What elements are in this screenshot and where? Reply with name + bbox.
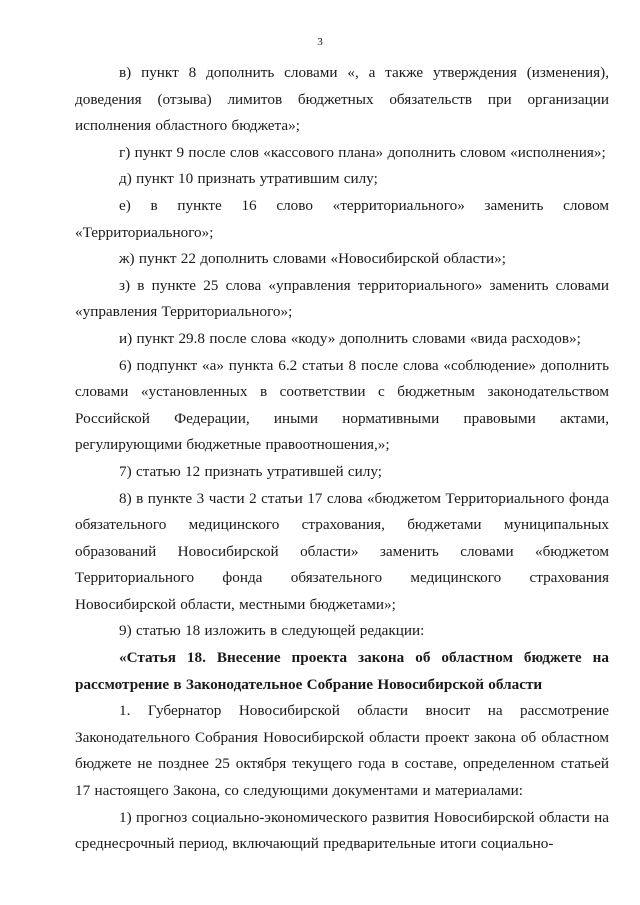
paragraph-item-e: е) в пункте 16 слово «территориального» заменить словом «Территориального»; (75, 196, 609, 241)
paragraph-item-6: 6) подпункт «а» пункта 6.2 статьи 8 после слова «соблюдение» дополнить словами «установленных в соответствии с бюджетным законодательством Российской Федерации, иными нормативными правовыми актами, регулирующими бюджетные правоотношения,»; (75, 356, 609, 454)
article-18-subclause-1: 1) прогноз социально-экономического развития Новосибирской области на среднесрочный период, включающий предварительные итоги социально- (75, 808, 609, 853)
paragraph-item-9: 9) статью 18 изложить в следующей редакции: (119, 622, 425, 640)
paragraph-item-g: г) пункт 9 после слов «кассового плана» дополнить словом «исполнения»; (119, 143, 606, 161)
paragraph-item-v: в) пункт 8 дополнить словами «, а также утверждения (изменения), доведения (отзыва) лимитов бюджетных обязательств при организации исполнения областного бюджета»; (75, 64, 609, 135)
paragraph-item-zh: ж) пункт 22 дополнить словами «Новосибирской области»; (119, 250, 506, 268)
paragraph-item-7: 7) статью 12 признать утратившей силу; (119, 462, 382, 480)
paragraph-item-8: 8) в пункте 3 части 2 статьи 17 слова «бюджетом Территориального фонда обязательного медицинского страхования, бюджетами муниципальных образований Новосибирской области» заменить словами «бюджетом Территориального фонда обязательного медицинского страхования Новосибирской области, местными бюджетами»; (75, 489, 609, 613)
document-body (75, 60, 609, 858)
article-18-clause-1: 1. Губернатор Новосибирской области вносит на рассмотрение Законодательного Собрания Новосибирской области проект закона об областном бюджете не позднее 25 октября текущего года в составе, определенном статьей 17 настоящего Закона, со следующими документами и материалами: (75, 702, 609, 800)
paragraph-item-z: з) в пункте 25 слова «управления территориального» заменить словами «управления Территориального»; (75, 276, 609, 321)
page-number: 3 (317, 36, 323, 48)
paragraph-item-d: д) пункт 10 признать утратившим силу; (119, 170, 378, 188)
paragraph-item-i: и) пункт 29.8 после слова «коду» дополнить словами «вида расходов»; (119, 329, 581, 347)
article-18-heading: «Статья 18. Внесение проекта закона об областном бюджете на рассмотрение в Законодательное Собрание Новосибирской области (75, 649, 609, 693)
